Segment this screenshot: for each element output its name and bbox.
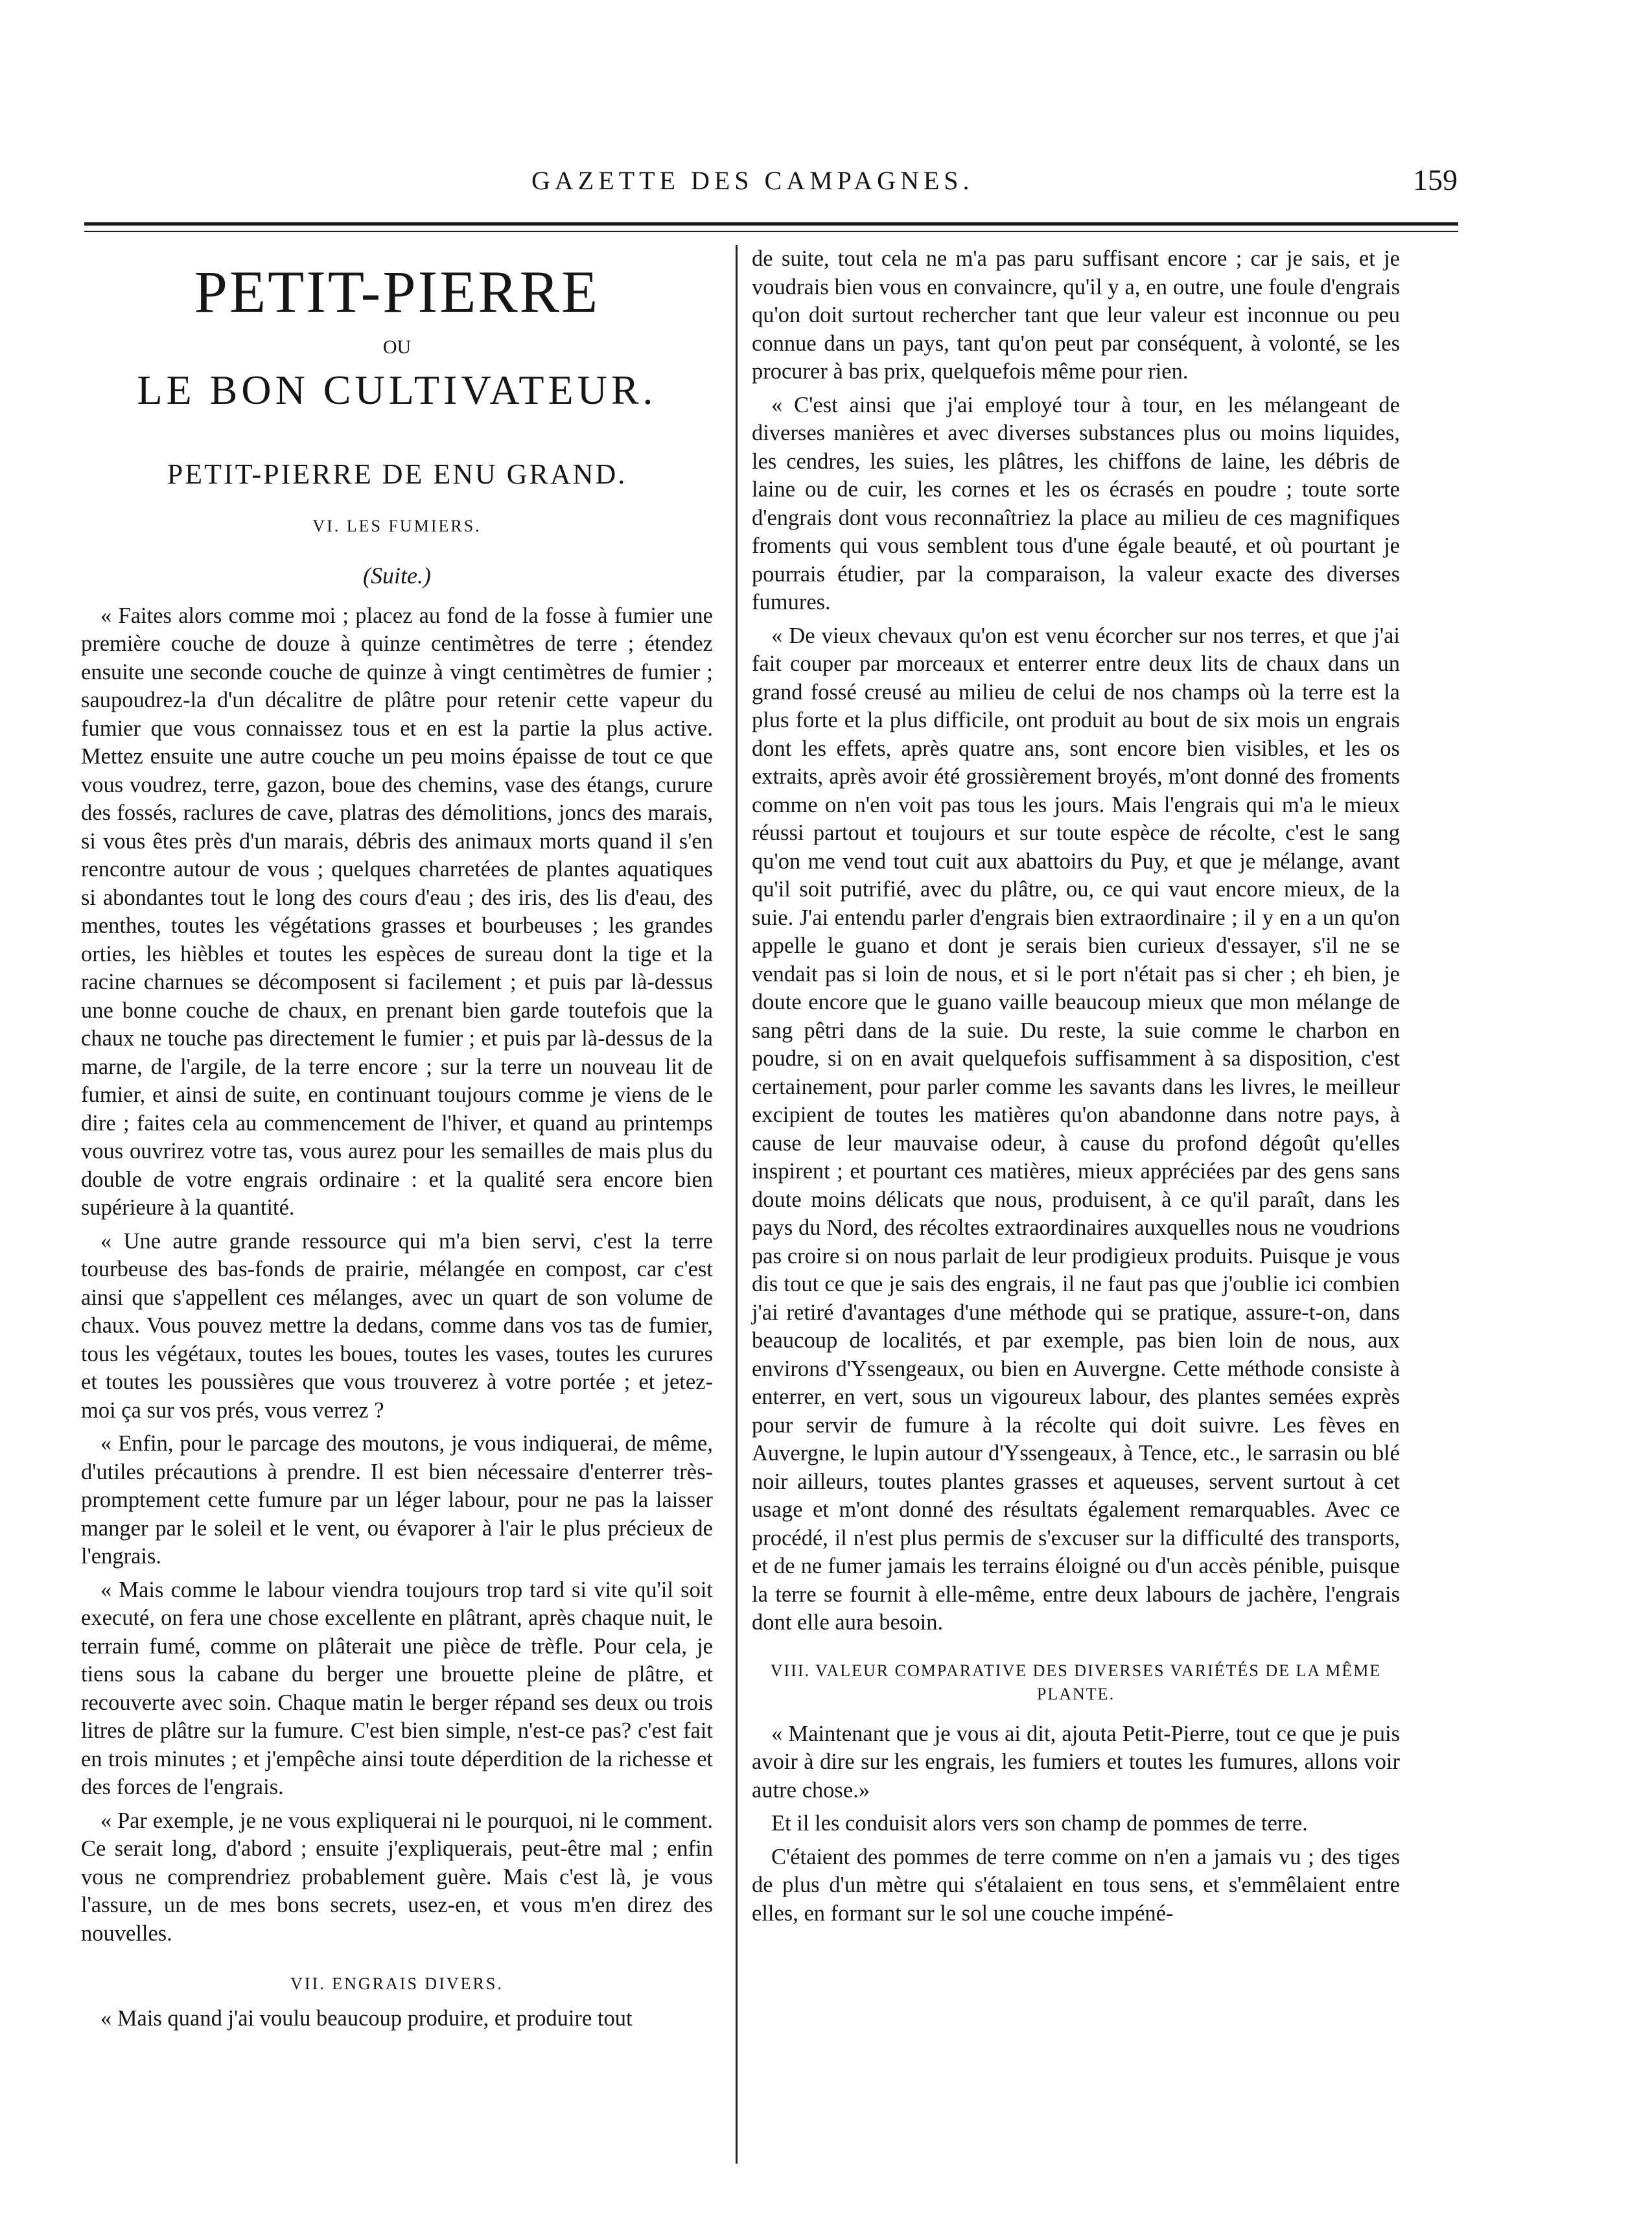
- header-rule-thick: [84, 222, 1458, 226]
- chapter-title: PETIT-PIERRE DE ENU GRAND.: [167, 458, 627, 490]
- paragraph: C'étaient des pommes de terre comme on n'en a jamais vu ; des tiges de plus d'un mètre qui s'étalaient en tous sens, et s'emmêlaient entre elles, en formant sur le sol une couche impéné-: [752, 1844, 1400, 1926]
- page-header: [84, 165, 1458, 204]
- paragraph: de suite, tout cela ne m'a pas paru suffisant encore ; car je sais, et je voudrais bien vous en convaincre, qu'il y a, en outre, une foule d'engrais qu'on doit surtout rechercher tant que leur valeur est inconnue ou peu connue dans un pays, tant qu'on peut par conséquent, à volonté, se les procurer à bas prix, quelquefois même pour rien.: [752, 246, 1400, 384]
- paragraph: « Faites alors comme moi ; placez au fond de la fosse à fumier une première couche de douze à quinze centimètres de terre ; étendez ensuite une seconde couche de quinze à vingt centimètres de fumier ; saupoudrez-la d'un décalitre de plâtre pour retenir cette vapeur du fumier que vous connaissez tous et en est la partie la plus active. Mettez ensuite une autre couche un peu moins épaisse de tout ce que vous voudrez, terre, gazon, boue des chemins, vase des étangs, curure des fossés, raclures de cave, platras des démolitions, joncs des marais, si vous êtes près d'un marais, débris des animaux morts quand il s'en rencontre autour de vous ; quelques charretées de plantes aquatiques si abondantes tout le long des cours d'eau ; des iris, des lis d'eau, des menthes, toutes les végétations grasses et bourbeuses ; les grandes orties, les hièbles et toutes les espèces de sureau dont la tige et la racine charnues se décomposent si facilement ; et puis par là-dessus une bonne couche de chaux, en prenant bien garde toutefois que la chaux ne touche pas directement le fumier ; et puis par là-dessus de la marne, de l'argile, de la terre encore ; sur la terre un nouveau lit de fumier, et ainsi de suite, en continuant toujours comme je viens de le dire ; faites cela au commencement de l'hiver, et quand au printemps vous ouvrirez votre tas, vous aurez pour les semailles de mais plus du double de votre engrais ordinaire : et la qualité sera encore bien supérieure à la quantité.: [81, 603, 713, 1220]
- left-column: [81, 245, 713, 2033]
- column-divider: [736, 245, 738, 2164]
- title-conjunction: OU: [382, 336, 412, 358]
- section-heading-vii: VII. ENGRAIS DIVERS.: [290, 1974, 504, 1993]
- paragraph: « Par exemple, je ne vous expliquerai ni le pourquoi, ni le comment. Ce serait long, d'abord ; ensuite j'expliquerais, peut-être mal ; enfin vous ne comprendriez probablement guère. Mais c'est là, je vous l'assure, un de mes bons secrets, usez-en, et vous m'en direz des nouvelles.: [81, 1808, 713, 1946]
- paragraph: « C'est ainsi que j'ai employé tour à tour, en les mélangeant de diverses manières et avec diverses substances plus ou moins liquides, les cendres, les suies, les plâtres, les chiffons de laine, les débris de laine ou de cuir, les cornes et les os écrasés en poudre ; toute sorte d'engrais dont vous reconnaîtriez la place au milieu de ces magnifiques froments qui vous semblent tous d'une égale beauté, et où pourtant je pourrais étudier, par la comparaison, la valeur exacte des diverses fumures.: [752, 392, 1400, 614]
- page-number: 159: [1413, 163, 1458, 196]
- paragraph: « Mais quand j'ai voulu beaucoup produire, et produire tout: [100, 2005, 633, 2031]
- paragraph: « Maintenant que je vous ai dit, ajouta Petit-Pierre, tout ce que je puis avoir à dire sur les engrais, les fumiers et toutes les fumures, allons voir autre chose.»: [752, 1721, 1400, 1803]
- right-column: [752, 245, 1400, 1928]
- section-heading-vi: VI. LES FUMIERS.: [312, 516, 482, 535]
- paragraph: « Une autre grande ressource qui m'a bien servi, c'est la terre tourbeuse des bas-fonds de prairie, mélangée en compost, car c'est ainsi que s'appellent ces mélanges, avec un quart de son volume de chaux. Vous pouvez mettre la dedans, comme dans vos tas de fumier, tous les végétaux, toutes les boues, toutes les vases, toutes les curures et toutes les poussières que vous trouverez à votre portée ; et jetez-moi ça sur vos prés, vous verrez ?: [81, 1228, 713, 1423]
- paragraph: « Mais comme le labour viendra toujours trop tard si vite qu'il soit executé, on fera une chose excellente en plâtrant, après chaque nuit, le terrain fumé, comme on plâterait une pièce de trèfle. Pour cela, je tiens sous la cabane du berger une brouette pleine de plâtre, et recouverte avec soin. Chaque matin le berger répand ses deux ou trois litres de plâtre sur la fumure. C'est bien simple, n'est-ce pas? c'est fait en trois minutes ; et j'empêche ainsi toute déperdition de la richesse et des forces de l'engrais.: [81, 1577, 713, 1799]
- article-title: PETIT-PIERRE: [194, 259, 600, 325]
- header-rule-thin: [84, 231, 1458, 232]
- article-subtitle: LE BON CULTIVATEUR.: [137, 366, 657, 413]
- running-title: GAZETTE DES CAMPAGNES.: [531, 166, 974, 195]
- paragraph: « De vieux chevaux qu'on est venu écorcher sur nos terres, et que j'ai fait couper par morceaux et enterrer entre deux lits de chaux dans un grand fossé creusé au milieu de celui de nos champs où la terre est la plus forte et la plus difficile, ont produit au bout de six mois un engrais dont les effets, après quatre ans, sont encore bien visibles, et les os extraits, après avoir été grossièrement broyés, m'ont donné des froments comme on n'en voit pas tous les jours. Mais l'engrais qui m'a le mieux réussi partout et toujours et sur toute espèce de récolte, c'est le sang qu'on me vend tout cuit aux abattoirs du Puy, et que je mélange, avant qu'il soit putrifié, avec du plâtre, ou, ce qui vaut encore mieux, de la suie. J'ai entendu parler d'engrais bien extraordinaire ; il y en a un qu'on appelle le guano et dont je serais bien curieux d'essayer, s'il ne se vendait pas si loin de nous, et si le port n'était pas si cher ; eh bien, je doute encore que le guano vaille beaucoup mieux que mon mélange de sang pêtri dans de la suie. Du reste, la suie comme le charbon en poudre, si on en avait quelquefois suffisamment à sa disposition, c'est certainement, pour parler comme les savants dans les livres, le meilleur excipient de toutes les matières qu'on abandonne dans notre pays, à cause de leur mauvaise odeur, à cause du profond dégoût qu'elles inspirent ; et pourtant ces matières, mieux appréciées par des gens sans doute moins délicats que nous, produisent, à ce qu'il paraît, dans les pays du Nord, des récoltes extraordinaires auxquelles nous ne voudrions pas croire si on nous parlait de leur prodigieux produits. Puisque je vous dis tout ce que je sais des engrais, il ne faut pas que j'oublie ici combien j'ai retiré d'avantages d'une méthode qui se pratique, assure-t-on, dans beaucoup de localités, et par exemple, pas bien loin de nous, aux environs d'Yssengeaux, ou bien en Auvergne. Cette méthode consiste à enterrer, en vert, sous un vigoureux labour, des plantes semées exprès pour servir de fumure à la récolte qui doit suivre. Les fèves en Auvergne, le lupin autour d'Yssengeaux, à Tence, etc., le sarrasin ou blé noir ailleurs, toutes plantes grasses et aqueuses, servent surtout à cet usage et m'ont donné des résultats également remarquables. Avec ce procédé, il n'est plus permis de s'excuser sur la difficulté des transports, et de ne fumer jamais les terrains éloigné ou d'un accès pénible, puisque la terre se fournit à elle-même, entre deux labours de jachère, l'engrais dont elle aura besoin.: [752, 623, 1400, 1635]
- section-heading-viii: VIII. VALEUR COMPARATIVE DES DIVERSES VARIÉTÉS DE LA MÊME PLANTE.: [770, 1661, 1382, 1703]
- paragraph: Et il les conduisit alors vers son champ de pommes de terre.: [771, 1811, 1308, 1836]
- paragraph: « Enfin, pour le parcage des moutons, je vous indiquerai, de même, d'utiles précautions à prendre. Il est bien nécessaire d'enterrer très-promptement cette fumure par un léger labour, pour ne pas la laisser manger par le soleil et le vent, ou évaporer à l'air le plus précieux de l'engrais.: [81, 1431, 713, 1569]
- suite-label: (Suite.): [363, 563, 431, 589]
